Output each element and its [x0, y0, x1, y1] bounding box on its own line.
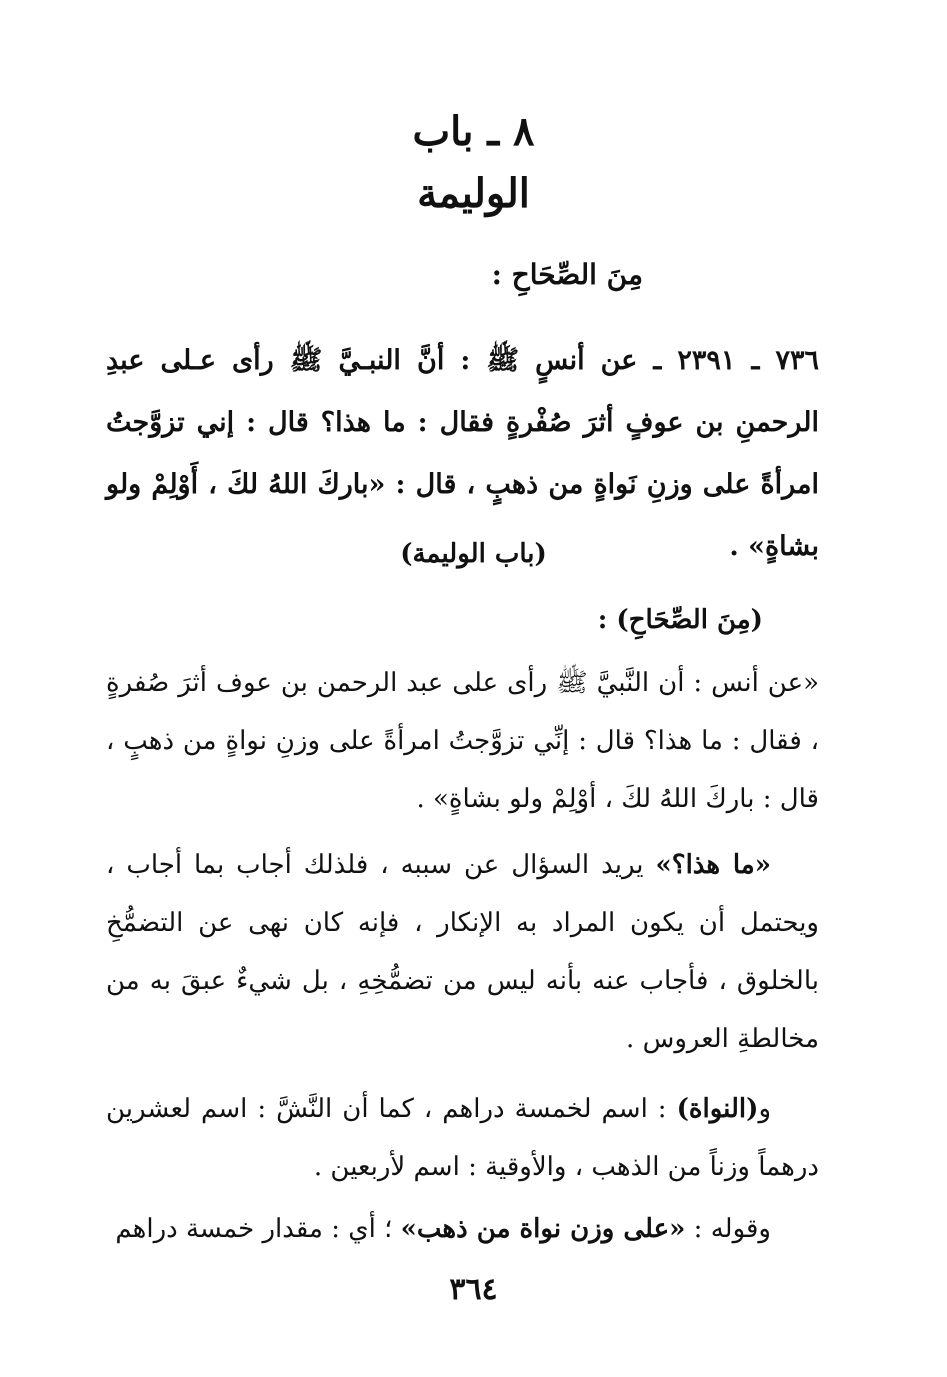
commentary-quoted-hadith: «عن أنس : أن النَّبيَّ ﷺ رأى على عبد الرحمن بن عوف أثرَ صُفرةٍ ، فقال : ما هذا؟ قال : إنِّي تزوَّجتُ امرأةً على وزنِ نواةٍ من ذهبٍ ، قال : باركَ اللهُ لكَ ، أوْلِمْ ولو بشاةٍ» .: [106, 668, 819, 814]
commentary-text: : اسم لخمسة دراهم ، كما أن النَّشَّ : اسم لعشرين درهماً وزناً من الذهب ، والأوقية : اسم لأربعين .: [106, 1094, 819, 1182]
commentary-paragraph: [106, 836, 819, 1068]
chapter-title: الوليمة: [417, 170, 530, 217]
commentary-chapter-title: (باب الوليمة): [400, 539, 547, 569]
commentary-paragraph: [106, 1200, 819, 1258]
hadith-text: ٧٣٦ ـ ٢٣٩١ ـ عن أنسٍ ﷺ : أنَّ النبـيَّ ﷺ رأى عـلى عبدِ الرحمنِ بن عوفٍ أثرَ صُفْرةٍ فقال : ما هذا؟ قال : إني تزوَّجتُ امرأةً على وزنِ نَواةٍ من ذهبٍ ، قال : «باركَ اللهُ لكَ ، أَوْلِمْ ولو بشاةٍ» .: [106, 345, 819, 562]
commentary-text: ؛ أي : مقدار خمسة دراهم: [115, 1214, 401, 1244]
chapter-heading: ٨ ـ باب: [412, 108, 535, 155]
section-sihah-heading: مِنَ الصِّحَاحِ :: [491, 258, 643, 291]
commentary-paragraph: [106, 1080, 819, 1196]
page-number: ٣٦٤: [449, 1272, 498, 1307]
commentary-prefix: وقوله :: [685, 1214, 771, 1244]
commentary-lemma: (النواة): [676, 1094, 759, 1124]
commentary-prefix: و: [758, 1094, 771, 1124]
commentary-lemma: «على وزن نواة من ذهب»: [400, 1214, 686, 1244]
commentary-text: يريد السؤال عن سببه ، فلذلك أجاب بما أجاب ، ويحتمل أن يكون المراد به الإنكار ، فإنه كان نهى عن التضمُّخِ بالخلوق ، فأجاب عنه بأنه ليس من تضمُّخِهِ ، بل شيءٌ عبقَ به من مخالطةِ العروس .: [106, 850, 819, 1054]
commentary-lemma: «ما هذا؟»: [655, 850, 771, 880]
commentary-section-heading: (مِنَ الصِّحَاحِ) :: [597, 605, 763, 635]
